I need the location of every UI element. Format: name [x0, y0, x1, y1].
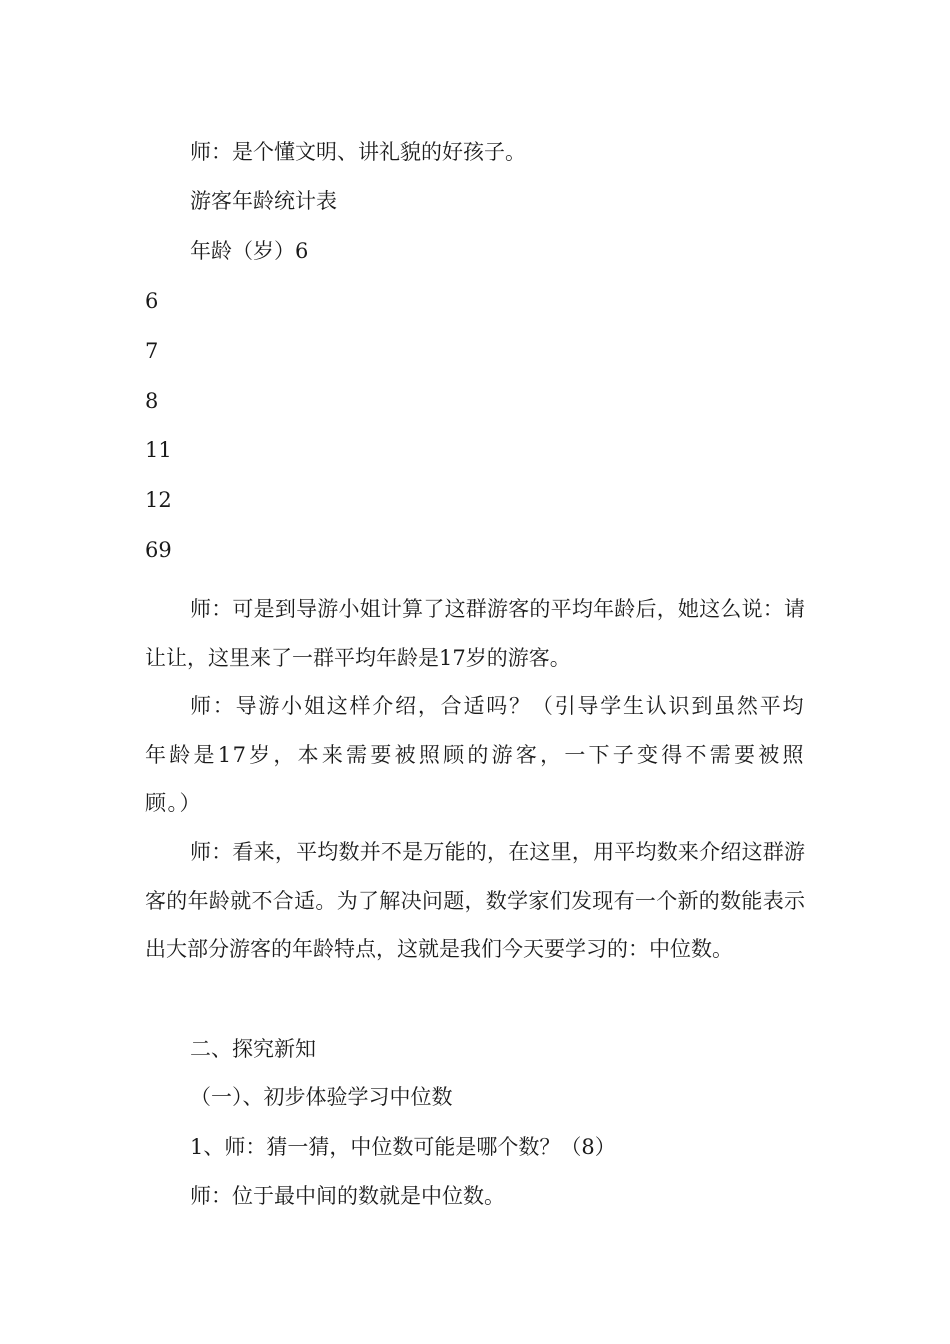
age-value: 6 — [145, 289, 159, 313]
age-value: 8 — [145, 389, 159, 413]
age-value: 69 — [145, 538, 172, 562]
age-value: 11 — [145, 438, 172, 462]
table-title: 游客年龄统计表 — [190, 189, 337, 213]
text-line-definition: 师：位于最中间的数就是中位数。 — [190, 1184, 505, 1208]
paragraph-median-intro: 师：看来，平均数并不是万能的，在这里，用平均数来介绍这群游客的年龄就不合适。为了解决问题，数学家们发现有一个新的数能表示出大部分游客的年龄特点，这就是我们今天要学习的：中位数。 — [145, 840, 805, 961]
table-header-age: 年龄（岁）6 — [190, 239, 309, 263]
section-heading: 二、探究新知 — [190, 1037, 316, 1061]
text-line-teacher-praise: 师：是个懂文明、讲礼貌的好孩子。 — [190, 140, 526, 164]
subsection-heading: （一）、初步体验学习中位数 — [190, 1085, 453, 1109]
text-line-guess: 1、师：猜一猜，中位数可能是哪个数？（8） — [190, 1135, 616, 1159]
paragraph-average-age: 师：可是到导游小姐计算了这群游客的平均年龄后，她这么说：请让让，这里来了一群平均年龄是17岁的游客。 — [145, 597, 805, 670]
paragraph-question: 师：导游小姐这样介绍，合适吗？（引导学生认识到虽然平均年龄是17岁，本来需要被照顾的游客，一下子变得不需要被照顾。） — [145, 694, 805, 815]
age-value: 7 — [145, 339, 159, 363]
age-value: 12 — [145, 488, 172, 512]
